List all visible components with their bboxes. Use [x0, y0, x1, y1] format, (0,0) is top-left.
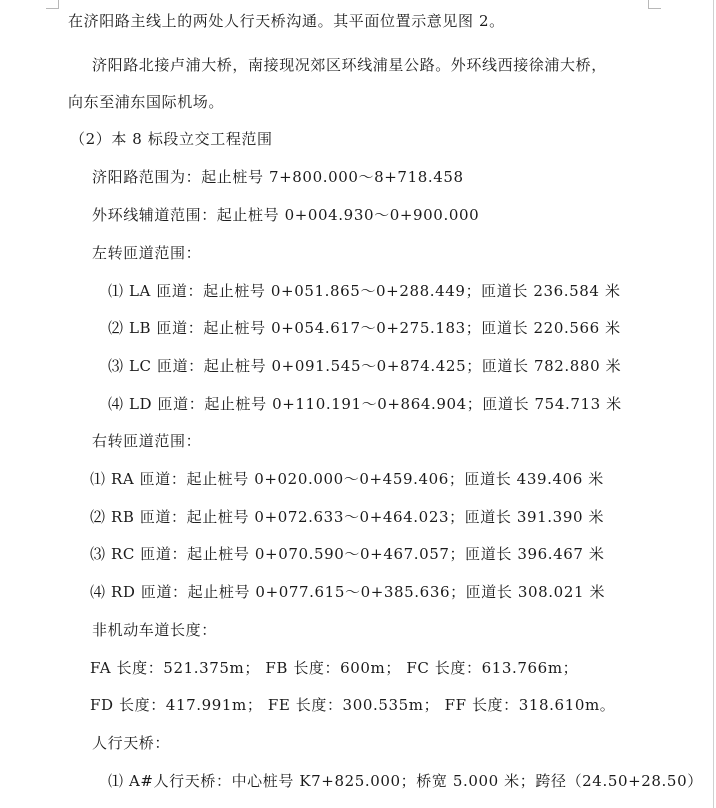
ramp-rd-line: ⑷ RD 匝道：起止桩号 0+077.615～0+385.636；匝道长 308.021 米	[90, 583, 606, 601]
paragraph-line-3: 向东至浦东国际机场。	[68, 93, 225, 111]
bike-lane-row-1: FA 长度：521.375m； FB 长度：600m； FC 长度：613.766m；	[90, 659, 579, 677]
ramp-rc-line: ⑶ RC 匝道：起止桩号 0+070.590～0+467.057；匝道长 396.467 米	[90, 545, 605, 563]
bike-lane-row-2: FD 长度：417.991m； FE 长度：300.535m； FF 长度：318.610m。	[90, 696, 616, 714]
jiyang-road-range: 济阳路范围为：起止桩号 7+800.000～8+718.458	[92, 168, 464, 186]
margin-corner-mark-left	[46, 0, 59, 9]
ramp-la-line: ⑴ LA 匝道：起止桩号 0+051.865～0+288.449；匝道长 236.584 米	[108, 282, 621, 300]
margin-corner-mark-right	[648, 0, 661, 9]
ramp-lc-line: ⑶ LC 匝道：起止桩号 0+091.545～0+874.425；匝道长 782.880 米	[108, 357, 622, 375]
right-ramp-heading: 右转匝道范围：	[92, 432, 202, 450]
ring-road-range: 外环线辅道范围：起止桩号 0+004.930～0+900.000	[92, 206, 480, 224]
ramp-ra-line: ⑴ RA 匝道：起止桩号 0+020.000～0+459.406；匝道长 439.406 米	[90, 470, 604, 488]
ramp-ld-line: ⑷ LD 匝道：起止桩号 0+110.191～0+864.904；匝道长 754.713 米	[108, 395, 622, 413]
page-edge	[713, 0, 714, 808]
bike-lane-heading: 非机动车道长度：	[92, 621, 217, 639]
left-ramp-heading: 左转匝道范围：	[92, 244, 202, 262]
footbridge-a-line: ⑴ A#人行天桥：中心桩号 K7+825.000；桥宽 5.000 米；跨径（24.50+28.50）	[108, 772, 703, 790]
ramp-rb-line: ⑵ RB 匝道：起止桩号 0+072.633～0+464.023；匝道长 391.390 米	[90, 508, 605, 526]
ramp-lb-line: ⑵ LB 匝道：起止桩号 0+054.617～0+275.183；匝道长 220.566 米	[108, 319, 621, 337]
paragraph-line-1: 在济阳路主线上的两处人行天桥沟通。其平面位置示意见图 2。	[68, 12, 505, 30]
footbridge-heading: 人行天桥：	[92, 734, 171, 752]
paragraph-line-2: 济阳路北接卢浦大桥，南接现况郊区环线浦星公路。外环线西接徐浦大桥，	[92, 56, 607, 74]
section-heading: （2）本 8 标段立交工程范围	[70, 130, 273, 148]
